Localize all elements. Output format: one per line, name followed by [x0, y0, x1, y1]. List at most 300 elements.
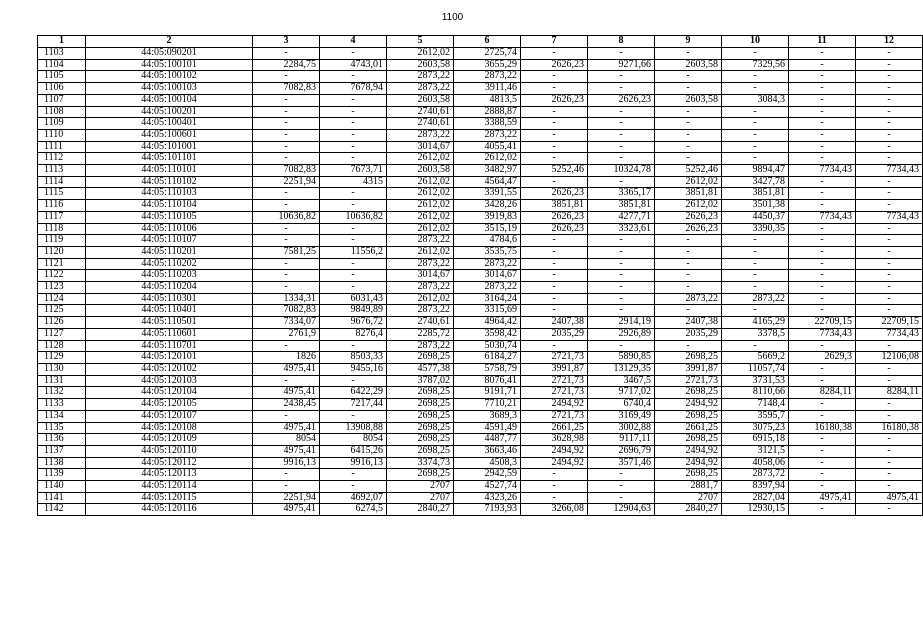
table-row [38, 200, 923, 212]
value-cell: 3991,87 [655, 363, 722, 375]
value-cell: - [722, 153, 789, 165]
value-cell: 2626,23 [588, 94, 655, 106]
row-number-cell: 1125 [38, 305, 86, 317]
row-number-cell: 1136 [38, 434, 86, 446]
value-cell: - [789, 71, 856, 83]
value-cell: - [722, 141, 789, 153]
value-cell: 2494,92 [655, 399, 722, 411]
value-cell: - [856, 434, 923, 446]
value-cell: 3851,81 [722, 188, 789, 200]
value-cell: 2494,92 [655, 457, 722, 469]
value-cell: 4975,41 [253, 504, 320, 516]
table-row [38, 270, 923, 282]
value-cell: 4975,41 [253, 363, 320, 375]
value-cell: 3851,81 [588, 200, 655, 212]
cadastral-code-cell: 44:05:100201 [86, 106, 253, 118]
value-cell: 3535,75 [454, 246, 521, 258]
value-cell: 2407,38 [655, 317, 722, 329]
value-cell: 2626,23 [655, 223, 722, 235]
value-cell: - [320, 106, 387, 118]
row-number-cell: 1108 [38, 106, 86, 118]
value-cell: - [856, 363, 923, 375]
value-cell: - [722, 106, 789, 118]
value-cell: 4508,3 [454, 457, 521, 469]
value-cell: - [722, 118, 789, 130]
cadastral-code-cell: 44:05:110105 [86, 211, 253, 223]
row-number-cell: 1121 [38, 258, 86, 270]
value-cell: - [856, 200, 923, 212]
value-cell: 2873,22 [454, 71, 521, 83]
value-cell: - [588, 129, 655, 141]
value-cell: - [521, 282, 588, 294]
column-header: 7 [521, 36, 588, 48]
table-row [38, 422, 923, 434]
table-row [38, 328, 923, 340]
value-cell: 2873,22 [387, 83, 454, 95]
value-cell: - [856, 445, 923, 457]
value-cell: 2721,73 [521, 375, 588, 387]
value-cell: - [320, 270, 387, 282]
column-header: 9 [655, 36, 722, 48]
value-cell: - [320, 410, 387, 422]
value-cell: 2626,23 [521, 223, 588, 235]
value-cell: 11057,74 [722, 363, 789, 375]
value-cell: 2873,22 [387, 305, 454, 317]
cadastral-code-cell: 44:05:100401 [86, 118, 253, 130]
value-cell: 5252,46 [521, 165, 588, 177]
table-row [38, 457, 923, 469]
value-cell: 2926,89 [588, 328, 655, 340]
value-cell: 4743,01 [320, 59, 387, 71]
value-cell: - [521, 293, 588, 305]
value-cell: 2873,22 [454, 282, 521, 294]
value-cell: - [789, 94, 856, 106]
value-cell: 3164,24 [454, 293, 521, 305]
cadastral-code-cell: 44:05:090201 [86, 48, 253, 60]
value-cell: 6915,18 [722, 434, 789, 446]
cadastral-code-cell: 44:05:110102 [86, 176, 253, 188]
value-cell: - [789, 305, 856, 317]
value-cell: - [253, 258, 320, 270]
table-row [38, 153, 923, 165]
value-cell: - [320, 188, 387, 200]
value-cell: 4975,41 [253, 422, 320, 434]
cadastral-code-cell: 44:05:120110 [86, 445, 253, 457]
value-cell: - [588, 282, 655, 294]
value-cell: 7193,93 [454, 504, 521, 516]
value-cell: - [722, 71, 789, 83]
value-cell: - [722, 340, 789, 352]
row-number-cell: 1117 [38, 211, 86, 223]
value-cell: - [655, 270, 722, 282]
cadastral-code-cell: 44:05:110701 [86, 340, 253, 352]
value-cell: 13129,35 [588, 363, 655, 375]
row-number-cell: 1130 [38, 363, 86, 375]
value-cell: - [655, 153, 722, 165]
value-cell: - [655, 71, 722, 83]
value-cell: 9117,11 [588, 434, 655, 446]
value-cell: 2612,02 [387, 223, 454, 235]
row-number-cell: 1103 [38, 48, 86, 60]
value-cell: 2873,72 [722, 469, 789, 481]
row-number-cell: 1133 [38, 399, 86, 411]
value-cell: 2603,58 [387, 59, 454, 71]
value-cell: 16180,38 [856, 422, 923, 434]
row-number-cell: 1140 [38, 481, 86, 493]
value-cell: - [789, 83, 856, 95]
row-number-cell: 1105 [38, 71, 86, 83]
cadastral-code-cell: 44:05:120108 [86, 422, 253, 434]
value-cell: 9849,89 [320, 305, 387, 317]
value-cell: 3391,55 [454, 188, 521, 200]
value-cell: - [789, 153, 856, 165]
value-cell: - [655, 106, 722, 118]
value-cell: 2914,19 [588, 317, 655, 329]
value-cell: - [789, 59, 856, 71]
value-cell: - [722, 235, 789, 247]
value-cell: - [789, 176, 856, 188]
row-number-cell: 1139 [38, 469, 86, 481]
value-cell: 2626,23 [521, 94, 588, 106]
value-cell: 7082,83 [253, 305, 320, 317]
column-header: 1 [38, 36, 86, 48]
table-row [38, 445, 923, 457]
row-number-cell: 1141 [38, 492, 86, 504]
row-number-cell: 1127 [38, 328, 86, 340]
value-cell: - [856, 153, 923, 165]
value-cell: 2740,61 [387, 118, 454, 130]
value-cell: 7710,21 [454, 399, 521, 411]
value-cell: 3467,5 [588, 375, 655, 387]
value-cell: - [856, 176, 923, 188]
table-row [38, 352, 923, 364]
value-cell: - [521, 246, 588, 258]
value-cell: 2612,02 [655, 200, 722, 212]
value-cell: 2035,29 [655, 328, 722, 340]
table-row [38, 434, 923, 446]
table-row [38, 387, 923, 399]
value-cell: 4277,71 [588, 211, 655, 223]
row-number-cell: 1134 [38, 410, 86, 422]
value-cell: 9455,16 [320, 363, 387, 375]
value-cell: 3787,02 [387, 375, 454, 387]
value-cell: - [588, 71, 655, 83]
value-cell: 16180,38 [789, 422, 856, 434]
value-cell: 2721,73 [655, 375, 722, 387]
value-cell: - [655, 129, 722, 141]
value-cell: 7734,43 [856, 328, 923, 340]
value-cell: - [722, 282, 789, 294]
value-cell: 2612,02 [387, 211, 454, 223]
value-cell: - [856, 188, 923, 200]
value-cell: 8276,4 [320, 328, 387, 340]
cadastral-code-cell: 44:05:100104 [86, 94, 253, 106]
value-cell: 2761,9 [253, 328, 320, 340]
value-cell: 7678,94 [320, 83, 387, 95]
value-cell: 4975,41 [856, 492, 923, 504]
row-number-cell: 1104 [38, 59, 86, 71]
value-cell: - [253, 375, 320, 387]
value-cell: 2698,25 [387, 352, 454, 364]
value-cell: 3121,5 [722, 445, 789, 457]
value-cell: 2698,25 [387, 410, 454, 422]
value-cell: - [856, 106, 923, 118]
value-cell: 7734,43 [789, 328, 856, 340]
column-header: 2 [86, 36, 253, 48]
value-cell: 2873,22 [387, 129, 454, 141]
value-cell: 2698,25 [655, 352, 722, 364]
value-cell: 2035,29 [521, 328, 588, 340]
value-cell: - [320, 481, 387, 493]
value-cell: - [856, 94, 923, 106]
value-cell: - [856, 399, 923, 411]
value-cell: - [789, 282, 856, 294]
value-cell: - [588, 340, 655, 352]
value-cell: 2661,25 [521, 422, 588, 434]
value-cell: - [253, 223, 320, 235]
row-number-cell: 1138 [38, 457, 86, 469]
value-cell: - [655, 305, 722, 317]
value-cell: - [320, 340, 387, 352]
value-cell: - [789, 48, 856, 60]
value-cell: 9916,13 [320, 457, 387, 469]
value-cell: - [588, 305, 655, 317]
value-cell: - [856, 305, 923, 317]
cadastral-code-cell: 44:05:100101 [86, 59, 253, 71]
value-cell: - [789, 469, 856, 481]
value-cell: - [856, 59, 923, 71]
value-cell: 6415,26 [320, 445, 387, 457]
value-cell: 2626,23 [521, 211, 588, 223]
row-number-cell: 1142 [38, 504, 86, 516]
value-cell: 8503,33 [320, 352, 387, 364]
cadastral-code-cell: 44:05:120102 [86, 363, 253, 375]
value-cell: - [789, 246, 856, 258]
value-cell: 3014,67 [387, 141, 454, 153]
table-row [38, 106, 923, 118]
value-cell: - [789, 457, 856, 469]
value-cell: - [521, 176, 588, 188]
value-cell: - [521, 270, 588, 282]
value-cell: - [521, 258, 588, 270]
value-cell: 9916,13 [253, 457, 320, 469]
value-cell: 8110,66 [722, 387, 789, 399]
value-cell: - [521, 129, 588, 141]
value-cell: - [521, 492, 588, 504]
column-header: 10 [722, 36, 789, 48]
value-cell: - [521, 118, 588, 130]
value-cell: 3482,97 [454, 165, 521, 177]
row-number-cell: 1110 [38, 129, 86, 141]
table-row [38, 94, 923, 106]
value-cell: - [722, 305, 789, 317]
value-cell: 2725,74 [454, 48, 521, 60]
cadastral-code-cell: 44:05:100102 [86, 71, 253, 83]
table-row [38, 481, 923, 493]
value-cell: 3427,78 [722, 176, 789, 188]
row-number-cell: 1115 [38, 188, 86, 200]
value-cell: - [789, 410, 856, 422]
value-cell: 2661,25 [655, 422, 722, 434]
cadastral-code-cell: 44:05:110501 [86, 317, 253, 329]
value-cell: - [722, 129, 789, 141]
row-number-cell: 1129 [38, 352, 86, 364]
value-cell: - [789, 363, 856, 375]
value-cell: 2612,02 [387, 293, 454, 305]
value-cell: - [588, 83, 655, 95]
value-cell: 2603,58 [387, 165, 454, 177]
table-row [38, 165, 923, 177]
value-cell: 12106,08 [856, 352, 923, 364]
row-number-cell: 1118 [38, 223, 86, 235]
value-cell: - [521, 48, 588, 60]
value-cell: 3374,73 [387, 457, 454, 469]
value-cell: - [588, 481, 655, 493]
value-cell: 6422,29 [320, 387, 387, 399]
value-cell: - [320, 118, 387, 130]
value-cell: - [722, 48, 789, 60]
table-row [38, 399, 923, 411]
value-cell: - [856, 71, 923, 83]
cadastral-code-cell: 44:05:110301 [86, 293, 253, 305]
column-header: 4 [320, 36, 387, 48]
value-cell: 3628,98 [521, 434, 588, 446]
value-cell: 7734,43 [789, 165, 856, 177]
value-cell: 3515,19 [454, 223, 521, 235]
value-cell: 2626,23 [521, 188, 588, 200]
value-cell: 4323,26 [454, 492, 521, 504]
value-cell: - [789, 106, 856, 118]
value-cell: 4591,49 [454, 422, 521, 434]
value-cell: 3378,5 [722, 328, 789, 340]
value-cell: - [789, 270, 856, 282]
value-cell: - [253, 481, 320, 493]
value-cell: 7734,43 [856, 211, 923, 223]
value-cell: - [253, 141, 320, 153]
value-cell: - [320, 282, 387, 294]
value-cell: 3595,7 [722, 410, 789, 422]
value-cell: 22709,15 [789, 317, 856, 329]
value-cell: 7581,25 [253, 246, 320, 258]
value-cell: 2873,22 [387, 71, 454, 83]
row-number-cell: 1126 [38, 317, 86, 329]
value-cell: - [856, 118, 923, 130]
value-cell: - [856, 375, 923, 387]
value-cell: 2840,27 [655, 504, 722, 516]
value-cell: 4165,29 [722, 317, 789, 329]
value-cell: - [789, 129, 856, 141]
value-cell: 3598,42 [454, 328, 521, 340]
value-cell: 2603,58 [655, 94, 722, 106]
value-cell: 2612,02 [387, 48, 454, 60]
table-row [38, 223, 923, 235]
value-cell: 8054 [253, 434, 320, 446]
value-cell: - [856, 48, 923, 60]
value-cell: - [521, 141, 588, 153]
value-cell: 4450,37 [722, 211, 789, 223]
value-cell: - [521, 153, 588, 165]
table-row [38, 340, 923, 352]
value-cell: - [588, 293, 655, 305]
value-cell: 4487,77 [454, 434, 521, 446]
value-cell: - [253, 282, 320, 294]
value-cell: - [856, 129, 923, 141]
value-cell: 2698,25 [655, 469, 722, 481]
value-cell: - [320, 200, 387, 212]
cadastral-code-cell: 44:05:101101 [86, 153, 253, 165]
column-header: 3 [253, 36, 320, 48]
value-cell: - [320, 48, 387, 60]
value-cell: 4784,6 [454, 235, 521, 247]
value-cell: 2407,38 [521, 317, 588, 329]
value-cell: - [789, 445, 856, 457]
value-cell: - [789, 399, 856, 411]
value-cell: - [856, 141, 923, 153]
value-cell: 2603,58 [655, 59, 722, 71]
value-cell: - [789, 223, 856, 235]
value-cell: 2698,25 [387, 422, 454, 434]
cadastral-code-cell: 44:05:110601 [86, 328, 253, 340]
value-cell: - [320, 223, 387, 235]
value-cell: - [588, 469, 655, 481]
value-cell: - [253, 153, 320, 165]
value-cell: - [320, 141, 387, 153]
value-cell: 6740,4 [588, 399, 655, 411]
value-cell: - [789, 141, 856, 153]
cadastral-code-cell: 44:05:120116 [86, 504, 253, 516]
value-cell: 1334,31 [253, 293, 320, 305]
cadastral-code-cell: 44:05:101001 [86, 141, 253, 153]
value-cell: 2612,02 [387, 153, 454, 165]
row-number-cell: 1113 [38, 165, 86, 177]
value-cell: - [856, 410, 923, 422]
value-cell: 2612,02 [387, 176, 454, 188]
value-cell: 9894,47 [722, 165, 789, 177]
row-number-cell: 1124 [38, 293, 86, 305]
table-row [38, 305, 923, 317]
cadastral-code-cell: 44:05:120113 [86, 469, 253, 481]
table-row [38, 246, 923, 258]
table-row [38, 469, 923, 481]
value-cell: 9717,02 [588, 387, 655, 399]
value-cell: 2603,58 [387, 94, 454, 106]
header-row [38, 36, 923, 48]
value-cell: 2438,45 [253, 399, 320, 411]
value-cell: - [588, 258, 655, 270]
value-cell: 4055,41 [454, 141, 521, 153]
value-cell: 2626,23 [655, 211, 722, 223]
cadastral-code-cell: 44:05:100103 [86, 83, 253, 95]
cadastral-code-cell: 44:05:120104 [86, 387, 253, 399]
value-cell: 3014,67 [454, 270, 521, 282]
value-cell: - [521, 481, 588, 493]
value-cell: 2873,22 [722, 293, 789, 305]
row-number-cell: 1116 [38, 200, 86, 212]
value-cell: - [789, 188, 856, 200]
value-cell: - [856, 258, 923, 270]
value-cell: 2494,92 [521, 457, 588, 469]
table-row [38, 258, 923, 270]
value-cell: - [856, 469, 923, 481]
value-cell: 2696,79 [588, 445, 655, 457]
cadastral-code-cell: 44:05:110101 [86, 165, 253, 177]
value-cell: 3388,59 [454, 118, 521, 130]
value-cell: 3365,17 [588, 188, 655, 200]
value-cell: - [655, 235, 722, 247]
value-cell: 2707 [387, 492, 454, 504]
value-cell: 2873,22 [387, 282, 454, 294]
value-cell: 4577,38 [387, 363, 454, 375]
